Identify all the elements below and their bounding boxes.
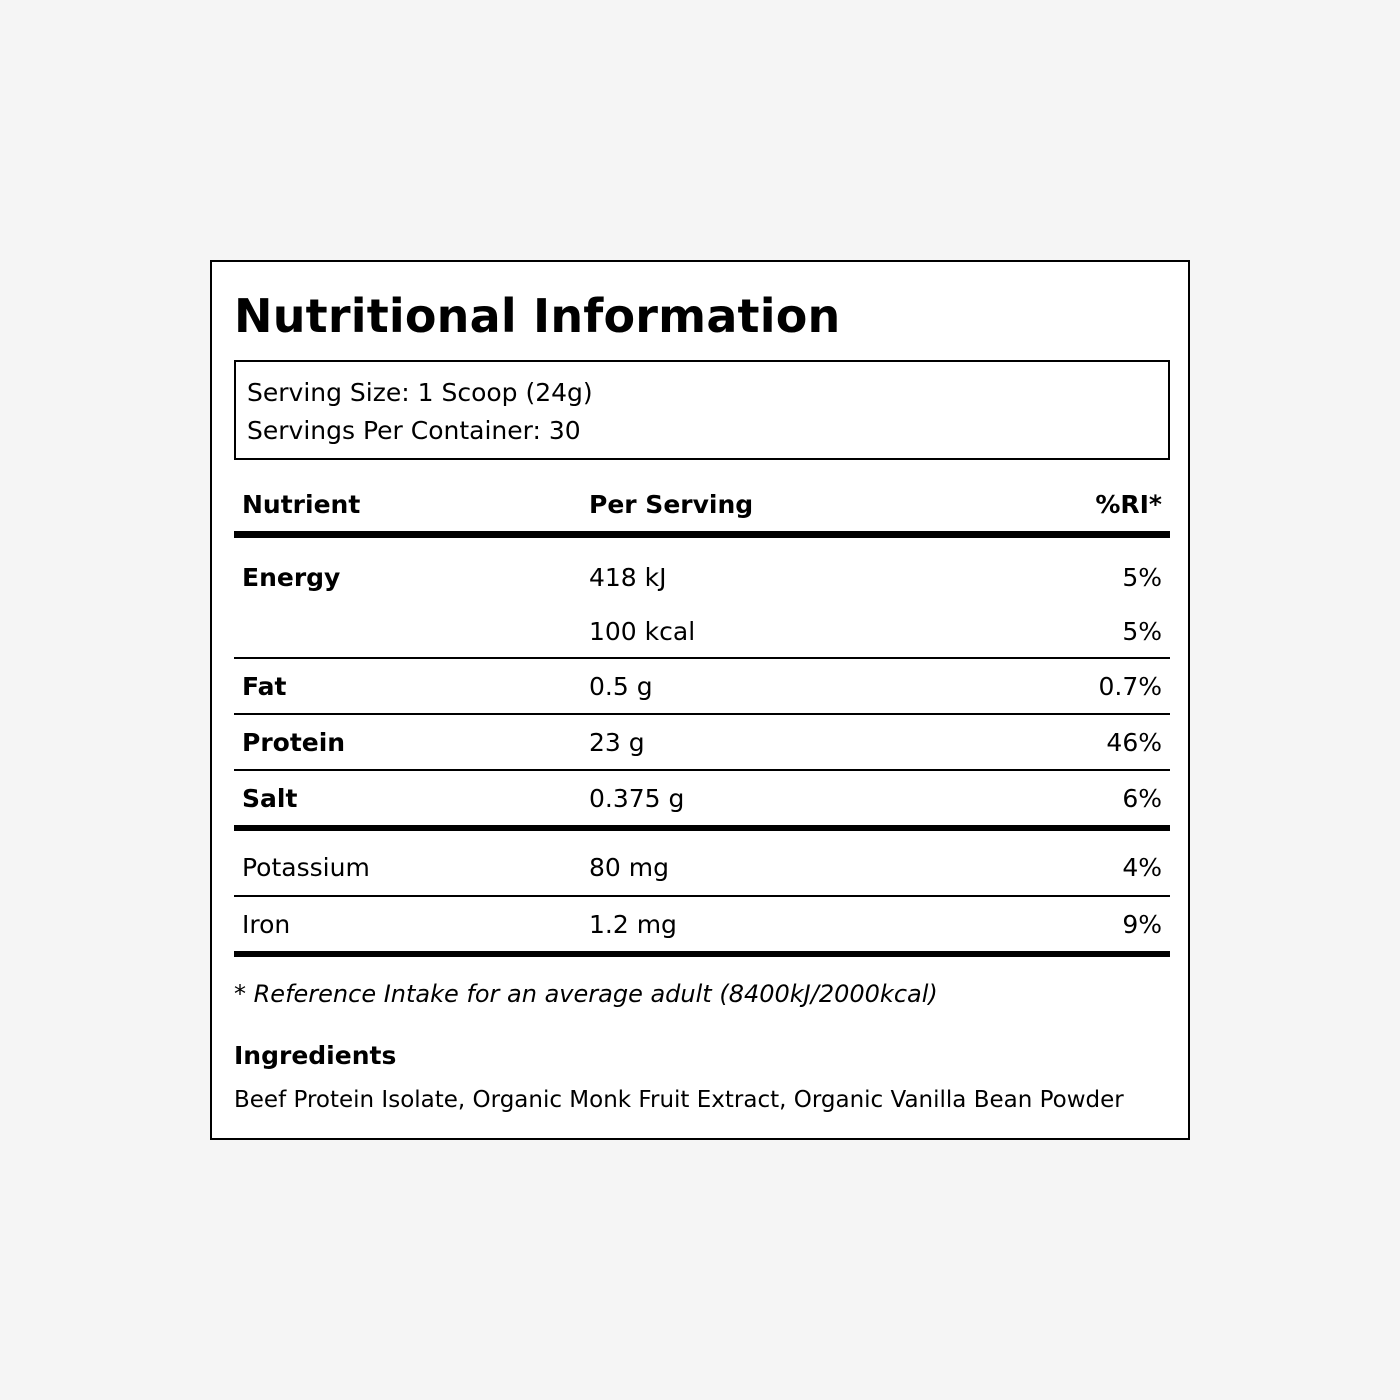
nutrition-label [210,260,1190,1140]
iron-ri: 9% [1122,910,1162,939]
potassium-ri: 4% [1122,853,1162,882]
table-row-salt [234,771,1170,831]
ingredients-heading: Ingredients [234,1041,397,1070]
table-header [234,480,1170,538]
nutrient-name-potassium: Potassium [242,853,370,882]
serving-size: Serving Size: 1 Scoop (24g) [247,378,593,407]
protein-value: 23 g [589,728,645,757]
header-nutrient: Nutrient [242,490,361,519]
reference-intake-footnote: * Reference Intake for an average adult (8400kJ/2000kcal) [234,980,938,1008]
nutrient-name-energy: Energy [242,563,341,592]
ingredients-list: Beef Protein Isolate, Organic Monk Fruit Extract, Organic Vanilla Bean Powder [234,1087,1124,1113]
serving-info-box [234,360,1170,460]
protein-ri: 46% [1106,728,1162,757]
table-row-energy [234,538,1170,659]
energy-kj-ri: 5% [1122,563,1162,592]
table-row-potassium [234,831,1170,897]
energy-kcal-value: 100 kcal [589,617,696,646]
header-ri: %RI* [1095,490,1162,519]
nutrient-name-fat: Fat [242,672,287,701]
label-title: Nutritional Information [234,289,841,343]
iron-value: 1.2 mg [589,910,677,939]
nutrient-name-iron: Iron [242,910,291,939]
nutrient-name-protein: Protein [242,728,346,757]
header-per-serving: Per Serving [589,490,754,519]
nutrition-table [234,480,1170,957]
fat-ri: 0.7% [1098,672,1162,701]
energy-kcal-ri: 5% [1122,617,1162,646]
table-row-protein [234,715,1170,771]
table-row-fat [234,659,1170,715]
potassium-value: 80 mg [589,853,669,882]
nutrient-name-salt: Salt [242,784,298,813]
fat-value: 0.5 g [589,672,653,701]
energy-kj-value: 418 kJ [589,563,667,592]
servings-per-container: Servings Per Container: 30 [247,416,581,445]
table-row-iron [234,897,1170,957]
salt-ri: 6% [1122,784,1162,813]
salt-value: 0.375 g [589,784,685,813]
